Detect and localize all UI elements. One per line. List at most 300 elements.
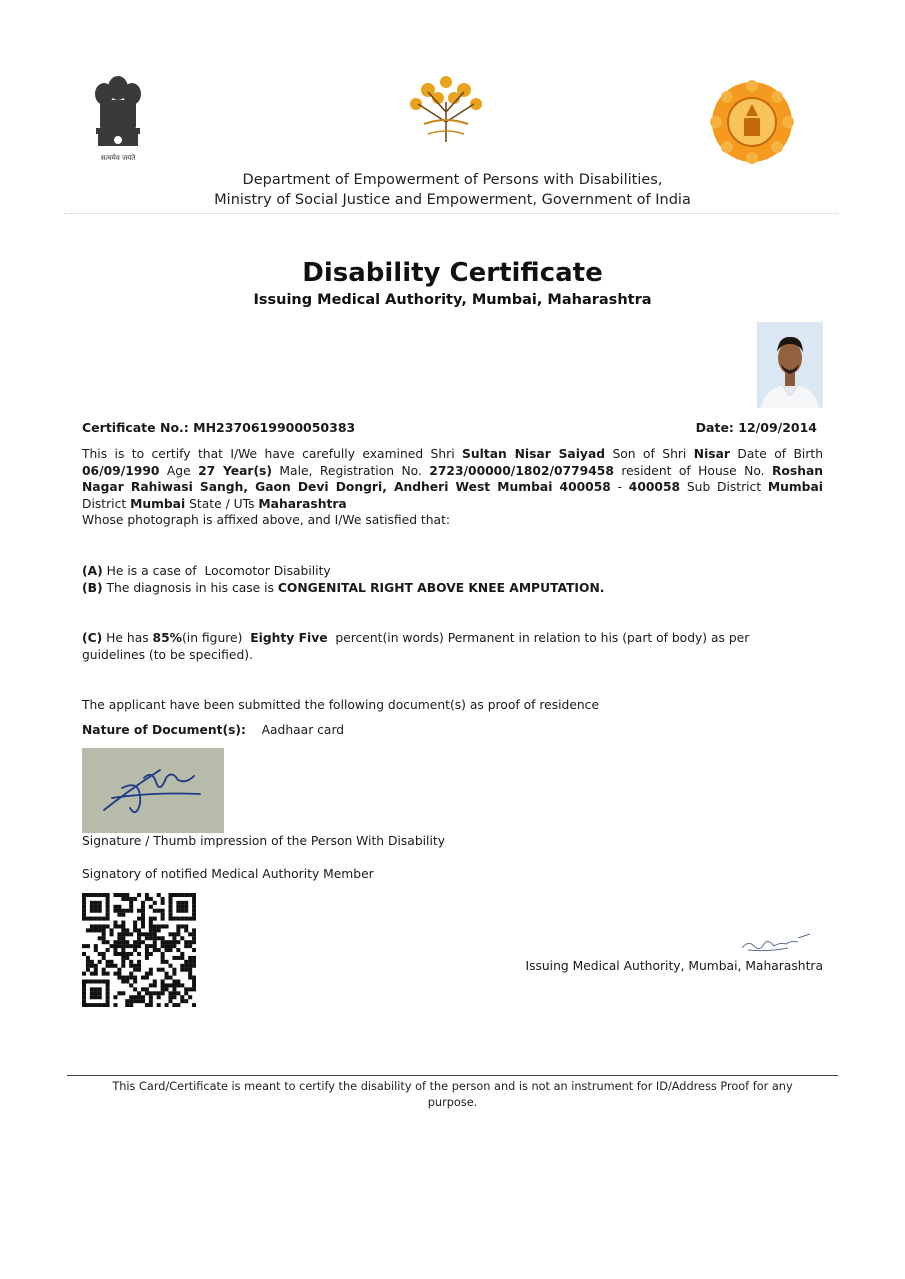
qr-module <box>168 991 172 995</box>
qr-module <box>192 940 196 944</box>
qr-module <box>161 960 165 964</box>
qr-module <box>106 897 110 901</box>
qr-module <box>117 991 121 995</box>
certification-paragraph <box>82 446 823 529</box>
qr-module <box>94 1003 98 1007</box>
qr-module <box>90 909 94 913</box>
qr-module <box>172 917 176 921</box>
qr-module <box>192 932 196 936</box>
registration-number: 2723/00000/1802/0779458 <box>429 463 614 478</box>
qr-module <box>141 995 145 999</box>
qr-module <box>117 940 121 944</box>
qr-module <box>86 979 90 983</box>
qr-module <box>129 952 133 956</box>
qr-module <box>172 979 176 983</box>
qr-module <box>176 956 180 960</box>
qr-module <box>106 948 110 952</box>
issuing-authority: Issuing Medical Authority, Mumbai, Maharashtra <box>525 959 823 973</box>
qr-module <box>145 987 149 991</box>
qr-module <box>94 928 98 932</box>
qr-module <box>176 905 180 909</box>
qr-module <box>188 893 192 897</box>
qr-module <box>161 956 165 960</box>
qr-module <box>176 932 180 936</box>
qr-module <box>184 909 188 913</box>
qr-module <box>98 924 102 928</box>
qr-module <box>168 901 172 905</box>
qr-module <box>113 948 117 952</box>
district: Mumbai <box>130 496 186 511</box>
qr-module <box>133 976 137 980</box>
qr-module <box>168 932 172 936</box>
qr-module <box>176 917 180 921</box>
qr-module <box>137 995 141 999</box>
qr-module <box>82 987 86 991</box>
qr-module <box>180 983 184 987</box>
qr-module <box>149 999 153 1003</box>
qr-module <box>180 936 184 940</box>
qr-module <box>86 964 90 968</box>
qr-module <box>113 972 117 976</box>
proof-statement: The applicant have been submitted the following document(s) as proof of residence <box>82 698 600 712</box>
qr-module <box>184 991 188 995</box>
qr-module <box>180 924 184 928</box>
qr-module <box>102 928 106 932</box>
qr-module <box>102 893 106 897</box>
qr-module <box>176 991 180 995</box>
qr-module <box>168 897 172 901</box>
sub-district: Mumbai <box>767 480 823 495</box>
qr-module <box>176 909 180 913</box>
qr-module <box>161 979 165 983</box>
qr-module <box>188 940 192 944</box>
qr-module <box>90 960 94 964</box>
qr-module <box>192 893 196 897</box>
qr-module <box>145 976 149 980</box>
qr-module <box>137 960 141 964</box>
footer-disclaimer: This Card/Certificate is meant to certify the disability of the person and is not an instrument for ID/Address Proof for any purpose. <box>112 1080 793 1109</box>
qr-module <box>180 909 184 913</box>
qr-module <box>168 995 172 999</box>
footer-divider <box>67 1075 838 1076</box>
finding-b <box>82 580 604 597</box>
finding-a <box>82 563 331 580</box>
qr-module <box>157 924 161 928</box>
qr-module <box>161 940 165 944</box>
sugamya-bharat-logo <box>404 72 488 146</box>
diagnosis: CONGENITAL RIGHT ABOVE KNEE AMPUTATION. <box>277 581 605 595</box>
qr-module <box>149 928 153 932</box>
qr-module <box>141 924 145 928</box>
qr-module <box>192 948 196 952</box>
qr-module <box>180 995 184 999</box>
qr-module <box>141 913 145 917</box>
qr-module <box>117 968 121 972</box>
body-text: District <box>82 496 131 511</box>
qr-module <box>192 964 196 968</box>
finding-c-text: (in figure) <box>181 631 247 645</box>
qr-module <box>94 909 98 913</box>
emblem-motto: सत्यमेव जयते <box>100 154 136 162</box>
body-text: Male, Registration No. <box>272 463 430 478</box>
qr-module <box>129 909 133 913</box>
qr-module <box>172 1003 176 1007</box>
qr-module <box>145 932 149 936</box>
qr-module <box>188 956 192 960</box>
qr-module <box>172 956 176 960</box>
qr-module <box>165 983 169 987</box>
qr-module <box>82 995 86 999</box>
qr-module <box>82 952 86 956</box>
body-text: This is to certify that I/We have carefully examined Shri <box>82 447 463 461</box>
certificate-number-label: Certificate No.: <box>82 420 189 435</box>
qr-module <box>82 913 86 917</box>
qr-module <box>137 932 141 936</box>
qr-module <box>98 960 102 964</box>
body-text: resident of House No. <box>613 463 772 478</box>
qr-module <box>168 909 172 913</box>
qr-module <box>153 932 157 936</box>
qr-module <box>94 893 98 897</box>
finding-c-label: (C) <box>82 631 103 645</box>
qr-module <box>121 956 125 960</box>
qr-module <box>141 999 145 1003</box>
nature-label: Nature of Document(s): <box>82 723 246 737</box>
national-emblem-icon <box>88 70 148 165</box>
qr-module <box>153 924 157 928</box>
qr-module <box>168 999 172 1003</box>
qr-module <box>98 1003 102 1007</box>
qr-module <box>90 991 94 995</box>
qr-module <box>137 964 141 968</box>
qr-module <box>121 921 125 925</box>
qr-module <box>113 893 117 897</box>
qr-module <box>168 893 172 897</box>
qr-module <box>90 995 94 999</box>
qr-module <box>180 917 184 921</box>
qr-module <box>117 932 121 936</box>
qr-module <box>192 1003 196 1007</box>
qr-module <box>157 948 161 952</box>
qr-module <box>149 932 153 936</box>
qr-module <box>137 944 141 948</box>
qr-module <box>90 924 94 928</box>
qr-module <box>82 979 86 983</box>
nature-value: Aadhaar card <box>261 723 345 737</box>
qr-module <box>172 995 176 999</box>
qr-module <box>90 905 94 909</box>
qr-module <box>141 909 145 913</box>
qr-module <box>153 948 157 952</box>
qr-module <box>184 964 188 968</box>
qr-module <box>157 991 161 995</box>
department-line-1: Department of Empowerment of Persons with Disabilities, <box>242 172 663 188</box>
qr-module <box>141 976 145 980</box>
qr-module <box>106 960 110 964</box>
qr-module <box>184 999 188 1003</box>
qr-module <box>129 944 133 948</box>
qr-module <box>141 940 145 944</box>
qr-module <box>137 936 141 940</box>
qr-module <box>129 995 133 999</box>
qr-module <box>172 987 176 991</box>
qr-module <box>188 960 192 964</box>
qr-module <box>82 944 86 948</box>
qr-module <box>165 976 169 980</box>
qr-module <box>176 979 180 983</box>
qr-module <box>168 917 172 921</box>
qr-module <box>161 897 165 901</box>
qr-module <box>106 917 110 921</box>
qr-module <box>172 991 176 995</box>
qr-module <box>176 901 180 905</box>
qr-module <box>94 905 98 909</box>
qr-module <box>102 956 106 960</box>
applicant-signature <box>82 748 224 833</box>
finding-c <box>82 630 782 663</box>
qr-module <box>161 952 165 956</box>
qr-module <box>165 924 169 928</box>
qr-module <box>161 987 165 991</box>
qr-module <box>110 928 114 932</box>
qr-module <box>153 928 157 932</box>
qr-module <box>180 968 184 972</box>
qr-module <box>165 948 169 952</box>
qr-module <box>117 936 121 940</box>
qr-module <box>121 936 125 940</box>
qr-module <box>90 928 94 932</box>
qr-module <box>117 909 121 913</box>
qr-module <box>90 972 94 976</box>
finding-b-label: (B) <box>82 581 103 595</box>
qr-module <box>133 940 137 944</box>
qr-module <box>90 917 94 921</box>
qr-module <box>121 948 125 952</box>
qr-module <box>192 956 196 960</box>
qr-module <box>149 897 153 901</box>
qr-module <box>165 1003 169 1007</box>
qr-module <box>176 893 180 897</box>
qr-module <box>90 979 94 983</box>
qr-module <box>188 944 192 948</box>
qr-module <box>121 991 125 995</box>
state: Maharashtra <box>258 496 347 511</box>
qr-module <box>184 960 188 964</box>
qr-module <box>172 972 176 976</box>
qr-module <box>184 928 188 932</box>
qr-module <box>141 921 145 925</box>
qr-module <box>153 979 157 983</box>
qr-module <box>121 979 125 983</box>
qr-module <box>129 932 133 936</box>
qr-module <box>188 972 192 976</box>
qr-module <box>94 964 98 968</box>
qr-module <box>149 983 153 987</box>
qr-module <box>145 972 149 976</box>
qr-module <box>133 999 137 1003</box>
qr-module <box>98 987 102 991</box>
qr-module <box>184 944 188 948</box>
qr-module <box>90 901 94 905</box>
qr-module <box>94 979 98 983</box>
qr-module <box>125 893 129 897</box>
qr-module <box>106 893 110 897</box>
qr-module <box>192 976 196 980</box>
qr-module <box>82 893 86 897</box>
qr-module <box>113 921 117 925</box>
qr-module <box>86 917 90 921</box>
qr-module <box>133 897 137 901</box>
qr-module <box>149 952 153 956</box>
qr-module <box>106 983 110 987</box>
qr-module <box>149 991 153 995</box>
qr-module <box>176 924 180 928</box>
qr-module <box>153 936 157 940</box>
qr-module <box>117 913 121 917</box>
qr-module <box>94 991 98 995</box>
qr-module <box>121 897 125 901</box>
qr-module <box>161 924 165 928</box>
qr-module <box>117 972 121 976</box>
qr-module <box>106 972 110 976</box>
qr-module <box>121 976 125 980</box>
qr-module <box>157 893 161 897</box>
qr-module <box>180 956 184 960</box>
qr-module <box>98 917 102 921</box>
qr-module <box>192 979 196 983</box>
disability-type: Locomotor Disability <box>204 564 331 578</box>
qr-module <box>82 999 86 1003</box>
qr-module <box>180 905 184 909</box>
qr-module <box>192 917 196 921</box>
qr-module <box>106 991 110 995</box>
qr-module <box>172 968 176 972</box>
qr-module <box>165 987 169 991</box>
qr-module <box>102 979 106 983</box>
qr-module <box>165 972 169 976</box>
finding-b-text: The diagnosis in his case is <box>102 581 278 595</box>
qr-module <box>172 932 176 936</box>
qr-module <box>188 995 192 999</box>
signature-caption: Signature / Thumb impression of the Person With Disability <box>82 834 445 848</box>
qr-module <box>149 944 153 948</box>
qr-module <box>106 999 110 1003</box>
department-line-2: Ministry of Social Justice and Empowerment, Government of India <box>214 192 691 208</box>
nature-of-document <box>82 722 344 739</box>
qr-module <box>153 991 157 995</box>
qr-module <box>110 960 114 964</box>
body-text: Son of Shri <box>605 447 694 461</box>
qr-module <box>129 901 133 905</box>
qr-module <box>184 893 188 897</box>
qr-module <box>176 983 180 987</box>
department-heading <box>0 170 905 210</box>
father-name: Nisar <box>693 447 730 461</box>
qr-module <box>102 968 106 972</box>
address: Roshan Nagar Rahiwasi Sangh, Gaon Devi Dongri, Andheri West Mumbai 400058 <box>82 463 823 495</box>
qr-module <box>192 897 196 901</box>
qr-module <box>137 968 141 972</box>
qr-module <box>94 924 98 928</box>
qr-module <box>133 987 137 991</box>
qr-module <box>157 936 161 940</box>
qr-module <box>165 960 169 964</box>
qr-module <box>188 976 192 980</box>
qr-module <box>98 991 102 995</box>
dotted-divider <box>64 213 838 214</box>
qr-module <box>90 987 94 991</box>
qr-module <box>129 905 133 909</box>
qr-module <box>168 964 172 968</box>
applicant-name: Sultan Nisar Saiyad <box>462 447 606 461</box>
qr-module <box>102 917 106 921</box>
qr-module <box>94 995 98 999</box>
qr-module <box>184 917 188 921</box>
qr-module <box>145 1003 149 1007</box>
qr-module <box>125 979 129 983</box>
qr-module <box>168 940 172 944</box>
qr-module <box>121 913 125 917</box>
photograph-statement: Whose photograph is affixed above, and I/We satisfied that: <box>82 513 451 528</box>
qr-module <box>113 909 117 913</box>
qr-module <box>113 905 117 909</box>
qr-module <box>188 964 192 968</box>
qr-module <box>172 983 176 987</box>
qr-module <box>125 940 129 944</box>
qr-module <box>121 924 125 928</box>
qr-module <box>133 968 137 972</box>
finding-a-label: (A) <box>82 564 103 578</box>
qr-module <box>106 913 110 917</box>
qr-module <box>176 948 180 952</box>
qr-module <box>168 948 172 952</box>
qr-module <box>137 928 141 932</box>
qr-module <box>157 968 161 972</box>
disability-percent: 85% <box>152 631 182 645</box>
qr-module <box>121 932 125 936</box>
qr-module <box>192 936 196 940</box>
qr-module <box>98 905 102 909</box>
qr-module <box>188 932 192 936</box>
qr-module <box>149 995 153 999</box>
qr-module <box>106 905 110 909</box>
qr-module <box>141 917 145 921</box>
qr-module <box>133 928 137 932</box>
qr-module <box>172 893 176 897</box>
qr-module <box>180 901 184 905</box>
qr-module <box>106 964 110 968</box>
qr-module <box>98 979 102 983</box>
qr-module <box>113 944 117 948</box>
age: 27 Year(s) <box>198 463 273 478</box>
qr-module <box>86 944 90 948</box>
qr-module <box>125 932 129 936</box>
qr-module <box>82 901 86 905</box>
body-text: Sub District <box>680 480 768 495</box>
qr-module <box>192 960 196 964</box>
qr-module <box>90 964 94 968</box>
qr-module <box>153 944 157 948</box>
qr-module <box>90 893 94 897</box>
qr-module <box>165 940 169 944</box>
qr-module <box>180 893 184 897</box>
qr-module <box>141 932 145 936</box>
qr-module <box>94 968 98 972</box>
qr-module <box>102 940 106 944</box>
qr-module <box>184 968 188 972</box>
qr-module <box>82 905 86 909</box>
certificate-number-value: MH2370619900050383 <box>193 420 356 435</box>
